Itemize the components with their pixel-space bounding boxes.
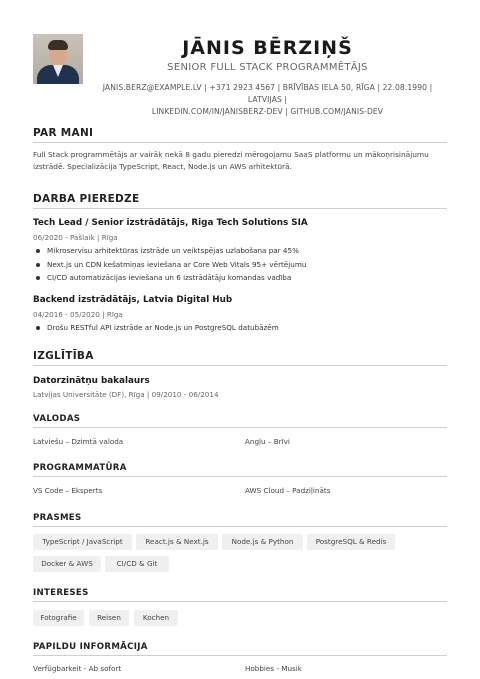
section-heading-languages: VALODAS (33, 414, 447, 428)
skill-chip: TypeScript / JavaScript (33, 534, 132, 550)
section-heading-education: IZGLĪTĪBA (33, 350, 447, 366)
job-2-bullets (33, 321, 447, 335)
education-meta: Latvijas Universitāte (DF), Rīga | 09/2010 - 06/2014 (33, 390, 219, 399)
contact-line-1: JANIS.BERZ@EXAMPLE.LV | +371 2923 4567 | BRĪVĪBAS IELA 50, RĪGA | 22.08.1990 | LATVIJAS | (102, 83, 433, 104)
section-heading-experience: DARBA PIEREDZE (33, 193, 447, 209)
skill-chip: PostgreSQL & Redis (307, 534, 395, 550)
section-heading-interests: INTERESES (33, 588, 447, 602)
list-item: Drošu RESTful API izstrāde ar Node.js un PostgreSQL datubāzēm (33, 321, 447, 335)
additional-item: Verfügbarkeit - Ab sofort (33, 664, 122, 673)
interest-chip: Fotografie (33, 610, 84, 626)
interest-chip: Reisen (89, 610, 129, 626)
contact-line-2: LINKEDIN.COM/IN/JANISBERZ-DEV | GITHUB.COM/JANIS-DEV (151, 107, 384, 116)
section-heading-software: PROGRAMMATŪRA (33, 463, 447, 477)
language-item: Angļu – Brīvi (245, 437, 290, 446)
education-degree: Datorzinātņu bakalaurs (33, 376, 150, 386)
job-title-headline: SENIOR FULL STACK PROGRAMMĒTĀJS (167, 62, 368, 73)
software-item: VS Code – Eksperts (33, 486, 103, 495)
list-item: Mikroservisu arhitektūras izstrāde un veiktspējas uzlabošana par 45% (33, 244, 447, 258)
job-2-meta: 04/2016 - 05/2020 | Rīga (33, 310, 123, 319)
interest-chip: Kochen (134, 610, 178, 626)
skill-chip: React.js & Next.js (136, 534, 218, 550)
skill-chip: CI/CD & Git (105, 556, 169, 572)
job-1-title: Tech Lead / Senior izstrādātājs, Riga Tech Solutions SIA (33, 218, 308, 228)
job-1-meta: 06/2020 - Pašlaik | Rīga (33, 233, 118, 242)
about-text: Full Stack programmētājs ar vairāk nekā 8 gadu pieredzi mērogojamu SaaS platformu un mākoņrisinājumu izstrādē. Specializācija TypeScript, React, Node.js un AWS arhitektūrā. (33, 150, 429, 171)
software-item: AWS Cloud – Padziļināts (245, 486, 331, 495)
language-item: Latviešu – Dzimtā valoda (33, 437, 124, 446)
candidate-name: JĀNIS BĒRZIŅŠ (182, 37, 353, 59)
skill-chip: Docker & AWS (33, 556, 101, 572)
list-item: Next.js un CDN kešatmiņas ieviešana ar Core Web Vitals 95+ vērtējumu (33, 258, 447, 272)
skill-chip: Node.js & Python (222, 534, 303, 550)
contact-info (88, 82, 447, 118)
additional-item: Hobbies - Musik (245, 664, 302, 673)
profile-photo (33, 34, 83, 84)
job-2-title: Backend izstrādātājs, Latvia Digital Hub (33, 295, 233, 305)
list-item: CI/CD automatizācijas ieviešana un 6 izstrādātāju komandas vadība (33, 271, 447, 285)
job-1-bullets (33, 244, 447, 285)
section-heading-additional: PAPILDU INFORMĀCIJA (33, 642, 447, 656)
section-heading-about: PAR MANI (33, 127, 447, 143)
section-heading-skills: PRASMES (33, 513, 447, 527)
resume-header (33, 34, 447, 114)
